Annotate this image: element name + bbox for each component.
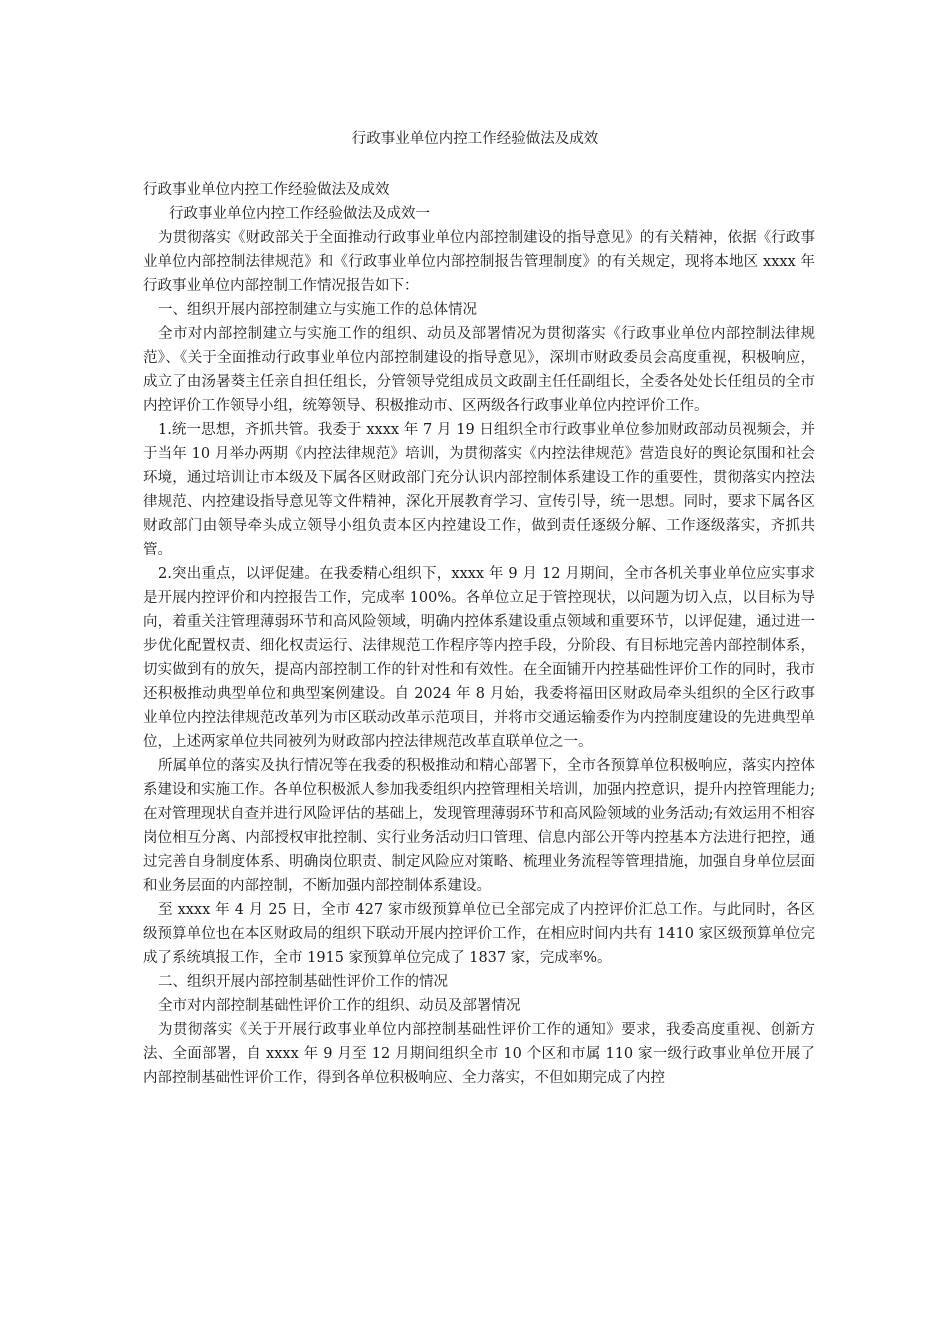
paragraph-organization: 全市对内部控制建立与实施工作的组织、动员及部署情况为贯彻落实《行政事业单位内部控制法律规范》、《关于全面推动行政事业单位内部控制建设的指导意见》，深圳市财政委员会高度重视，积极响应，成立了由汤暑葵主任亲自担任组长，分管领导党组成员文政副主任任副组长，全委各处处长任组员的全市内控评价工作领导小组，统筹领导、积极推动市、区两级各行政事业单位内控评价工作。 [143, 326, 815, 414]
paragraph-progress: 至 xxxx 年 4 月 25 日，全市 427 家市级预算单位已全部完成了内控评价汇总工作。与此同时，各区级预算单位也在本区财政局的组织下联动开展内控评价工作，在相应时间内共有 1410 家区级预算单位完成了系统填报工作，全市 1915 家预算单位完成了 1837 家，完成率%。 [143, 902, 815, 966]
paragraph-basic-evaluation: 为贯彻落实《关于开展行政事业单位内部控制基础性评价工作的通知》要求，我委高度重视、创新方法、全面部署，自 xxxx 年 9 月至 12 月期间组织全市 10 个区和市属 110 家一级行政事业单位开展了内部控制基础性评价工作，得到各单位积极响应、全力落实，不但如期完成了内控 [143, 1022, 815, 1086]
paragraph-intro: 为贯彻落实《财政部关于全面推动行政事业单位内部控制建设的指导意见》的有关精神，依据《行政事业单位内部控制法律规范》和《行政事业单位内部控制报告管理制度》的有关规定，现将本地区 xxxx 年行政事业单位内部控制工作情况报告如下： [143, 230, 815, 294]
paragraph-implementation: 所属单位的落实及执行情况等在我委的积极推动和精心部署下，全市各预算单位积极响应，落实内控体系建设和实施工作。各单位积极派人参加我委组织内控管理相关培训，加强内控意识，提升内控管理能力;在对管理现状自查并进行风险评估的基础上，发现管理薄弱环节和高风险领域的业务活动;有效运用不相容岗位相互分离、内部授权审批控制、实行业务活动归口管理、信息内部公开等内控基本方法进行把控，通过完善自身制度体系、明确岗位职责、制定风险应对策略、梳理业务流程等管理措施，加强自身单位层面和业务层面的内部控制，不断加强内部控制体系建设。 [143, 758, 815, 894]
paragraph-subheading: 全市对内部控制基础性评价工作的组织、动员及部署情况 [158, 998, 521, 1014]
paragraph-item-2: 2.突出重点，以评促建。在我委精心组织下，xxxx 年 9 月 12 月期间，全市各机关事业单位应实事求是开展内控评价和内控报告工作，完成率 100%。各单位立足于管控现状，以问题为切入点，以目标为导向，着重关注管理薄弱环节和高风险领域，明确内控体系建设重点领域和重要环节，以评促建，通过进一步优化配置权责、细化权责运行、法律规范工作程序等内控手段，分阶段、有目标地完善内部控制体系，切实做到有的放矢，提高内部控制工作的针对性和有效性。在全面铺开内控基础性评价工作的同时，我市还积极推动典型单位和典型案例建设。自 2024 年 8 月始，我委将福田区财政局牵头组织的全区行政事业单位内控法律规范改革列为市区联动改革示范项目，并将市交通运输委作为内控制度建设的先进典型单位，上述两家单位共同被列为财政部内控法律规范改革直联单位之一。 [143, 566, 815, 750]
paragraph-heading-2: 二、组织开展内部控制基础性评价工作的情况 [158, 974, 448, 990]
paragraph-item-1: 1.统一思想，齐抓共管。我委于 xxxx 年 7 月 19 日组织全市行政事业单位参加财政部动员视频会，并于当年 10 月举办两期《内控法律规范》培训，为贯彻落实《内控法律规范》营造良好的舆论氛围和社会环境，通过培训让市本级及下属各区财政部门充分认识内部控制体系建设工作的重要性，贯彻落实内控法律规范、内控建设指导意见等文件精神，深化开展教育学习、宣传引导，统一思想。同时，要求下属各区财政部门由领导牵头成立领导小组负责本区内控建设工作，做到责任逐级分解、工作逐级落实，齐抓共管。 [143, 422, 815, 558]
paragraph-heading-1: 一、组织开展内部控制建立与实施工作的总体情况 [158, 302, 477, 318]
document-title: 行政事业单位内控工作经验做法及成效 [351, 131, 599, 147]
document-body [143, 178, 815, 1090]
paragraph-section-heading: 行政事业单位内控工作经验做法及成效一 [169, 206, 430, 222]
paragraph-subtitle: 行政事业单位内控工作经验做法及成效 [143, 182, 390, 198]
